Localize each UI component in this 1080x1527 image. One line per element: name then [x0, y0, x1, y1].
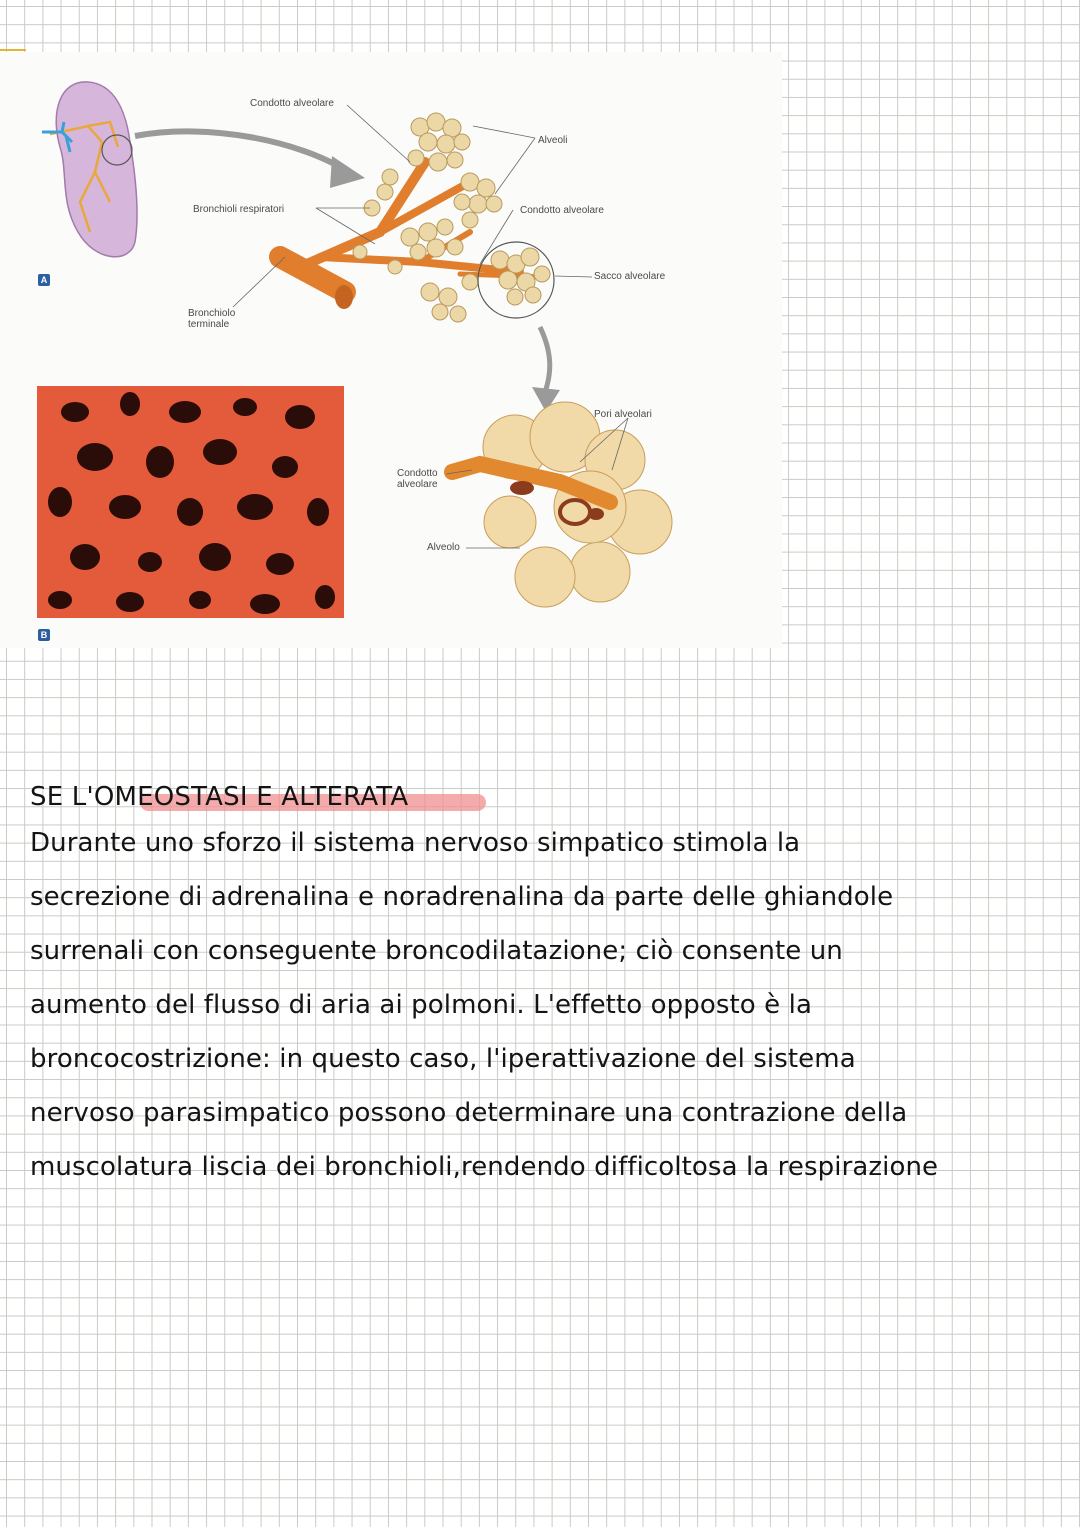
label-condotto-alveolare-low: Condotto alveolare — [397, 468, 438, 490]
label-bronchiolo-terminale: Bronchiolo terminale — [188, 308, 236, 330]
label-alveoli: Alveoli — [538, 135, 568, 146]
panel-badge-b: B — [38, 629, 50, 641]
notes-line: secrezione di adrenalina e noradrenalina da parte delle ghiandole — [30, 882, 894, 912]
label-alveolo: Alveolo — [427, 542, 460, 553]
notes-section — [30, 778, 1050, 1194]
notes-line: muscolatura liscia dei bronchioli,rendendo difficoltosa la respirazione — [30, 1152, 939, 1182]
label-bronchioli-respiratori: Bronchioli respiratori — [193, 204, 285, 215]
micrograph-image — [37, 386, 344, 618]
alveolus-closeup — [446, 402, 672, 607]
label-pori-alveolari: Pori alveolari — [594, 409, 652, 420]
label-sacco-alveolare: Sacco alveolare — [594, 271, 666, 282]
notes-line: Durante uno sforzo il sistema nervoso simpatico stimola la — [30, 828, 801, 858]
page-accent-mark — [0, 49, 26, 51]
label-condotto-alveolare-top: Condotto alveolare — [250, 98, 334, 109]
label-condotto-alveolare-mid: Condotto alveolare — [520, 205, 604, 216]
notes-line: nervoso parasimpatico possono determinare una contrazione della — [30, 1098, 908, 1128]
notes-line: aumento del flusso di aria ai polmoni. L'effetto opposto è la — [30, 990, 812, 1020]
alveolar-clusters — [353, 113, 550, 322]
respiratory-illustration — [0, 52, 782, 648]
notes-paragraph — [30, 816, 1050, 1194]
notes-heading — [30, 778, 408, 816]
arrow-lung-to-bronchiole — [135, 131, 345, 170]
notes-line: broncocostrizione: in questo caso, l'iperattivazione del sistema — [30, 1044, 856, 1074]
panel-badge-a: A — [38, 274, 50, 286]
respiratory-figure — [0, 52, 782, 648]
notes-heading-text: SE L'OMEOSTASI E ALTERATA — [30, 782, 409, 812]
notes-line: surrenali con conseguente broncodilatazione; ciò consente un — [30, 936, 843, 966]
